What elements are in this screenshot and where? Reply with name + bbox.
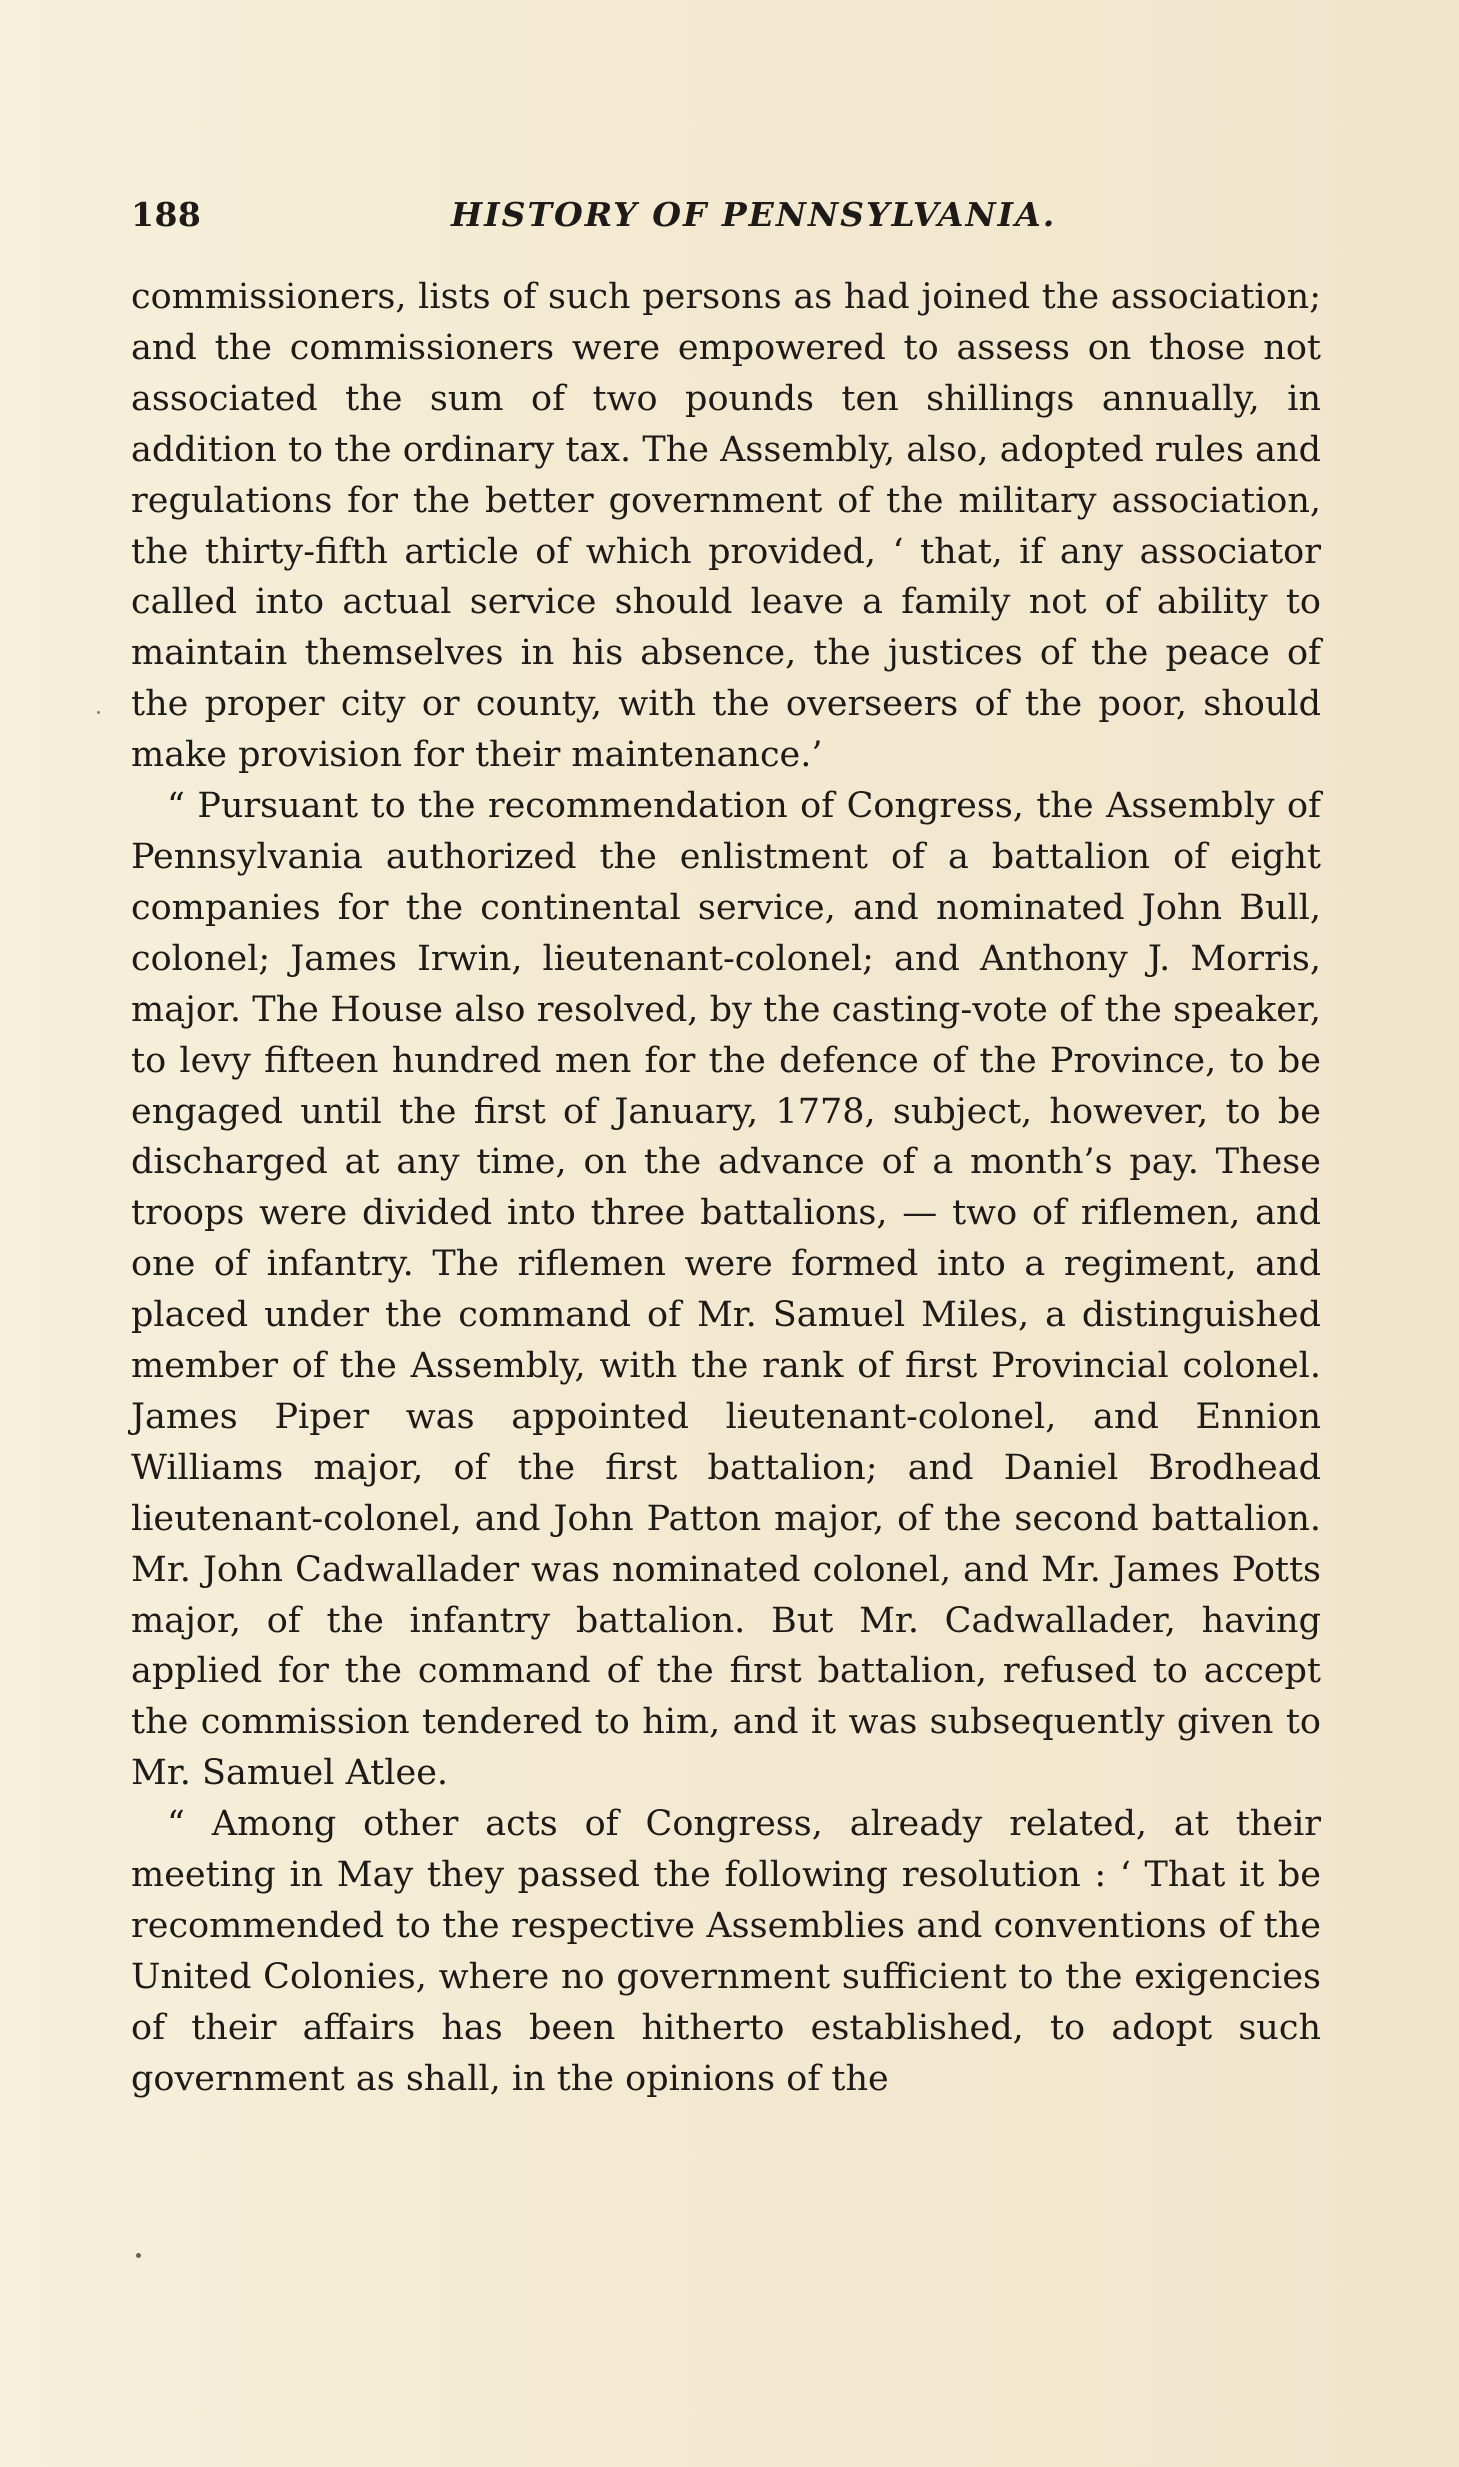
paragraph-continuation: commissioners, lists of such persons as had joined the association; and the commissioners were empowered to assess on those not associated the sum of two pounds ten shillings annually, in addition to the ordinary tax. The Assembly, also, adopted rules and regulations for the better government of the military association, the thirty-fifth article of which provided, ‘ that, if any associator called into actual service should leave a family not of ability to maintain themselves in his absence, the justices of the peace of the proper city or county, with the overseers of the poor, should make provision for their maintenance.’ (131, 277, 1321, 776)
page-number: 188 (131, 195, 202, 234)
running-title: HISTORY OF PENNSYLVANIA. (451, 195, 1057, 234)
paragraph-pursuant: “ Pursuant to the recommendation of Congress, the Assembly of Pennsylvania authorized the enlistment of a battalion of eight companies for the continental service, and nominated John Bull, colonel; James Irwin, lieutenant-colonel; and Anthony J. Morris, major. The House also resolved, by the casting-vote of the speaker, to levy fifteen hundred men for the defence of the Province, to be engaged until the first of January, 1778, subject, however, to be discharged at any time, on the advance of a month’s pay. These troops were divided into three battalions, — two of riflemen, and one of infantry. The riflemen were formed into a regiment, and placed under the command of Mr. Samuel Miles, a distinguished member of the Assembly, with the rank of first Provincial colonel. James Piper was appointed lieutenant-colonel, and Ennion Williams major, of the first battalion; and Daniel Brodhead lieutenant-colonel, and John Patton major, of the second battalion. Mr. John Cadwallader was nominated colonel, and Mr. James Potts major, of the infantry battalion. But Mr. Cadwallader, having applied for the command of the first battalion, refused to accept the commission tendered to him, and it was subsequently given to Mr. Samuel Atlee. (131, 786, 1321, 1794)
paper-speck (97, 711, 100, 714)
paragraph-among-other-acts: “ Among other acts of Congress, already related, at their meeting in May they passed the following resolution : ‘ That it be recommended to the respective Assemblies and conventions of the United Colonies, where no government sufficient to the exigencies of their affairs has been hitherto established, to adopt such government as shall, in the opinions of the (131, 1804, 1321, 2099)
print-mark (136, 2253, 141, 2258)
body-text (131, 272, 1321, 2105)
page-header (131, 195, 1321, 248)
